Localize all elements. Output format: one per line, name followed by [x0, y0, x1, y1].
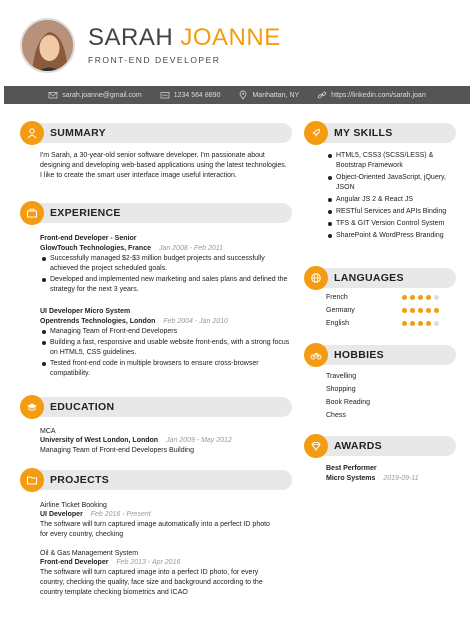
section-heading-hobbies [306, 345, 456, 365]
globe-icon [304, 266, 328, 290]
list-item: SharePoint & WordPress Branding [326, 231, 454, 241]
rating-dot-filled [418, 321, 423, 326]
contact-email[interactable] [48, 90, 141, 100]
list-item: Shopping [326, 386, 356, 393]
section-title: MY SKILLS [334, 127, 393, 139]
rating-dot-filled [410, 321, 415, 326]
job-role: UI Developer Micro System [40, 308, 131, 315]
skills-list [326, 151, 454, 243]
project-dates: Feb 2013 - Apr 2016 [116, 559, 181, 566]
job-company-line [40, 317, 228, 327]
project-desc: The software will turn captured image into a perfect ID photo, for every country, checking the quality, face size and background according to the country template checking biometrics and ICAO [40, 569, 263, 596]
rating-dot-filled [402, 295, 407, 300]
full-name [88, 24, 281, 52]
job-title: FRONT-END DEVELOPER [88, 55, 221, 65]
phone-text: 1234 564 8890 [173, 91, 221, 99]
briefcase-icon [20, 201, 44, 225]
rating-dot-empty [434, 321, 439, 326]
list-item: Successfully managed $2-$3 million budget projects and successfully achieved the project scheduled goals. [40, 254, 292, 274]
project-role: UI Developer [40, 511, 83, 518]
rating-dot-filled [434, 308, 439, 313]
section-title: EXPERIENCE [50, 207, 121, 219]
rating-dot-filled [426, 321, 431, 326]
language-row [326, 307, 441, 314]
language-name: English [326, 320, 349, 327]
job-company-line [40, 244, 223, 254]
language-name: French [326, 294, 348, 301]
folder-icon [20, 468, 44, 492]
contact-linkedin[interactable] [317, 90, 426, 100]
summary-text: I'm Sarah, a 30-year-old senior software developer. I'm passionate about designing and developing web-based applications using the latest technologies. I like to create the smart user interface image useful interaction. [40, 152, 287, 179]
job-role: Front-end Developer - Senior [40, 235, 137, 242]
section-heading-languages [306, 268, 456, 288]
award-line [326, 474, 419, 484]
list-item: Object-Oriented JavaScript, jQuery, JSON [326, 173, 454, 193]
job-dates: Feb 2004 - Jan 2010 [163, 318, 228, 325]
section-title: HOBBIES [334, 349, 384, 361]
education-dates: Jan 2009 - May 2012 [166, 437, 232, 444]
section-heading-awards [306, 436, 456, 456]
contact-location [238, 90, 299, 100]
diamond-icon [304, 434, 328, 458]
language-name: Germany [326, 307, 355, 314]
section-title: AWARDS [334, 440, 382, 452]
location-text: Manhattan, NY [252, 91, 300, 99]
language-rating [402, 295, 439, 300]
location-pin-icon [238, 90, 248, 100]
avatar [20, 18, 75, 73]
award-name: Best Performer [326, 465, 377, 472]
rating-dot-filled [418, 295, 423, 300]
language-rating [402, 308, 439, 313]
job-company: GlowTouch Technologies, France [40, 245, 151, 252]
job-company: Opentrends Technologies, London [40, 318, 156, 325]
project-dates: Feb 2016 - Present [90, 511, 151, 518]
language-rating [402, 321, 439, 326]
project-name: Oil & Gas Management System [40, 550, 139, 557]
first-name: SARAH [88, 24, 174, 51]
section-heading-education [22, 397, 292, 417]
list-item: Angular JS 2 & React JS [326, 195, 454, 205]
linkedin-text: https://linkedin.com/sarah.joan [331, 91, 426, 99]
bicycle-icon [304, 343, 328, 367]
rating-dot-filled [410, 295, 415, 300]
email-text: sarah.joanne@gmail.com [62, 91, 142, 99]
education-note: Managing Team of Front-end Developers Building [40, 447, 194, 454]
list-item: HTML5, CSS3 (SCSS/LESS) & Bootstrap Framework [326, 151, 454, 171]
list-item: Book Reading [326, 399, 370, 406]
education-school-line [40, 436, 232, 446]
contact-bar [4, 86, 470, 104]
award-org: Micro Systems [326, 475, 376, 482]
contact-phone[interactable] [160, 90, 221, 100]
language-row [326, 320, 441, 327]
list-item: Managing Team of Front-end Developers [40, 327, 298, 337]
project-desc: The software will turn captured image automatically into a perfect ID photo for every country, checking [40, 521, 270, 538]
graduation-cap-icon [20, 395, 44, 419]
project-role: Front-end Developer [40, 559, 109, 566]
list-item: Tested front-end code in multiple browsers to ensure cross-browser compatibility. [40, 359, 298, 379]
list-item: Building a fast, responsive and usable website front-ends, with a strong focus on HTML5, CSS guidelines. [40, 338, 298, 358]
section-title: EDUCATION [50, 401, 115, 413]
job-dates: Jan 2008 - Feb 2011 [158, 245, 224, 252]
phone-icon [160, 90, 170, 100]
education-degree: MCA [40, 428, 56, 435]
job-bullets [40, 254, 292, 296]
list-item: Chess [326, 412, 346, 419]
project-name: Airline Ticket Booking [40, 502, 107, 509]
section-heading-experience [22, 203, 292, 223]
email-icon [48, 90, 58, 100]
project-role-line [40, 558, 180, 568]
section-title: PROJECTS [50, 474, 109, 486]
section-title: SUMMARY [50, 127, 106, 139]
language-row [326, 294, 441, 301]
user-icon [20, 121, 44, 145]
link-icon [317, 90, 327, 100]
education-school: University of West London, London [40, 437, 159, 444]
rating-dot-filled [402, 308, 407, 313]
list-item: RESTful Services and APIs Binding [326, 207, 454, 217]
rating-dot-filled [426, 308, 431, 313]
last-name: JOANNE [180, 24, 281, 51]
section-heading-projects [22, 470, 292, 490]
rating-dot-filled [418, 308, 423, 313]
list-item: TFS & GIT Version Control System [326, 219, 454, 229]
section-heading-summary [22, 123, 292, 143]
rating-dot-filled [410, 308, 415, 313]
list-item: Travelling [326, 373, 357, 380]
section-heading-skills [306, 123, 456, 143]
section-title: LANGUAGES [334, 272, 404, 284]
rating-dot-filled [426, 295, 431, 300]
award-date: 2019-09-11 [383, 475, 419, 482]
project-role-line [40, 510, 151, 520]
job-bullets [40, 327, 298, 380]
list-item: Developed and implemented new marketing and sales plans and defined the strategy for the next 3 years. [40, 275, 292, 295]
rating-dot-empty [434, 295, 439, 300]
rocket-icon [304, 121, 328, 145]
rating-dot-filled [402, 321, 407, 326]
